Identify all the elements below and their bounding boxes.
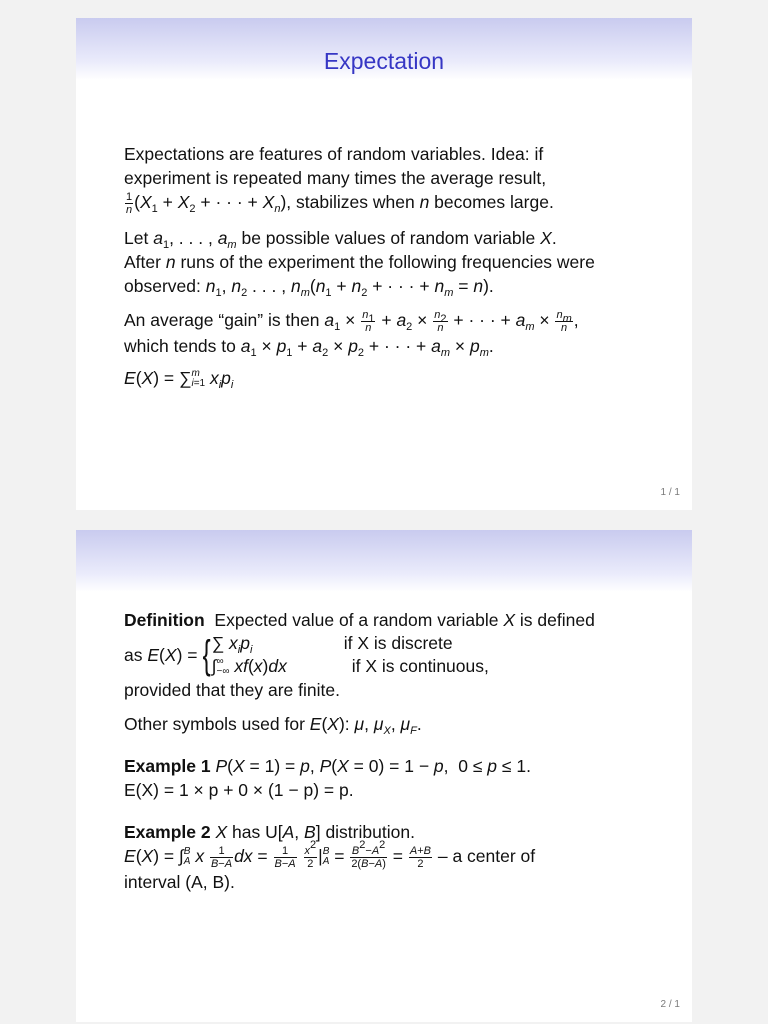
paragraph-idea — [124, 142, 654, 216]
fraction: $\frac{A+B}{2}$ — [409, 844, 431, 870]
fraction: $\frac{B^2-A^2}{2(B-A)}$ — [351, 838, 386, 870]
fraction: $\frac{1}{B-A}$ — [274, 844, 296, 870]
example-2-heading: Example 2 — [124, 822, 211, 842]
fraction: $\frac{n_1}{n}$ — [362, 308, 375, 334]
fraction: $\frac{1}{B-A}$ — [210, 844, 233, 870]
fraction-1-over-n: $\frac{1}{n}$ — [126, 190, 133, 216]
paragraph-frequencies — [124, 226, 654, 298]
slide-title: Expectation — [323, 48, 445, 74]
slide-2-body — [124, 608, 654, 904]
definition-cases: as E ( X ) = { ∑ $x_ip_i$ if X is discrete ∫ ∞ −∞ xf(x)dx if X is continuous, — [124, 633, 489, 678]
fraction: $\frac{n_m}{n}$ — [556, 308, 572, 334]
left-brace: { — [203, 633, 212, 677]
text-line: Example 1 P(X = 1) = p, P(X = 0) = 1 − p, 0 ≤ p ≤ 1. — [124, 756, 531, 776]
slide-header-band — [76, 530, 692, 592]
case-continuous: ∫ ∞ −∞ xf(x)dx if X is continuous, — [211, 656, 489, 678]
text-line: provided that they are finite. — [124, 680, 340, 700]
text-line: After n runs of the experiment the following frequencies were — [124, 251, 595, 272]
fraction: $\frac{x^2}{2}$ — [304, 838, 317, 870]
sum-limits: m i=1 — [191, 368, 206, 390]
text-line: interval (A, B). — [124, 871, 235, 892]
text-line: Let $a_1$, . . . , $a_m$ be possible values of random variable X. — [124, 227, 557, 251]
text-line: $\frac{1}{n}$ ($X_1 + X_2$ + · · · + $X_n$), stabilizes when n becomes large. — [126, 190, 554, 216]
fraction: $\frac{n_2}{n}$ — [434, 308, 447, 334]
text-line: E(X) = 1 × p + 0 × (1 − p) = p. — [124, 780, 354, 800]
page-number: 1 / 1 — [660, 487, 680, 498]
slide-2 — [76, 530, 692, 1022]
example-2 — [124, 820, 654, 894]
text-line: Expectations are features of random variables. Idea: if — [124, 144, 544, 164]
page-number: 2 / 1 — [660, 999, 680, 1010]
definition-heading: Definition — [124, 610, 205, 630]
text-line: An average “gain” is then $a_1$ × $\frac{n_1}{n}$ + $a_2$ × $\frac{n_2}{n}$ + · · · + $a_m$ × $\frac{n_m}{n}$ , — [124, 308, 579, 334]
text-line: which tends to $a_1 \times p_1 + a_2 \times p_2$ + · · · + $a_m \times p_m$. — [124, 335, 494, 359]
text-line: observed: $n_1$, $n_2$ . . . , $n_m(n_1 + n_2$ + · · · + $n_m = n$). — [124, 275, 494, 299]
definition-block — [124, 608, 654, 702]
text-line: Example 2 X has U[A, B] distribution. — [124, 822, 415, 842]
example-1 — [124, 754, 654, 802]
text-line: experiment is repeated many times the average result, — [124, 168, 547, 188]
case-discrete: ∑ $x_ip_i$ if X is discrete — [211, 633, 453, 656]
text-line: Definition Expected value of a random variable X is defined — [124, 610, 595, 630]
text-line: E(X) = ∫ B A x $\frac{1}{B-A}$ dx = $\frac{1}{B-A}$ $\frac{x^2}{2}$ | B A = $\frac{B^2-A^2}{2(B-A)}$ = $\frac{A+B}{2}$ – a center of — [124, 838, 536, 870]
slide-1-body — [124, 142, 654, 400]
formula-expectation-sum: E(X) = ∑ m i=1 $x_ip_i$ — [124, 367, 234, 391]
other-symbols: Other symbols used for E(X): μ, $\mu_X$, $\mu_F$. — [124, 714, 422, 737]
example-1-heading: Example 1 — [124, 756, 211, 776]
paragraph-average-gain — [124, 308, 654, 358]
slide-1 — [76, 18, 692, 510]
